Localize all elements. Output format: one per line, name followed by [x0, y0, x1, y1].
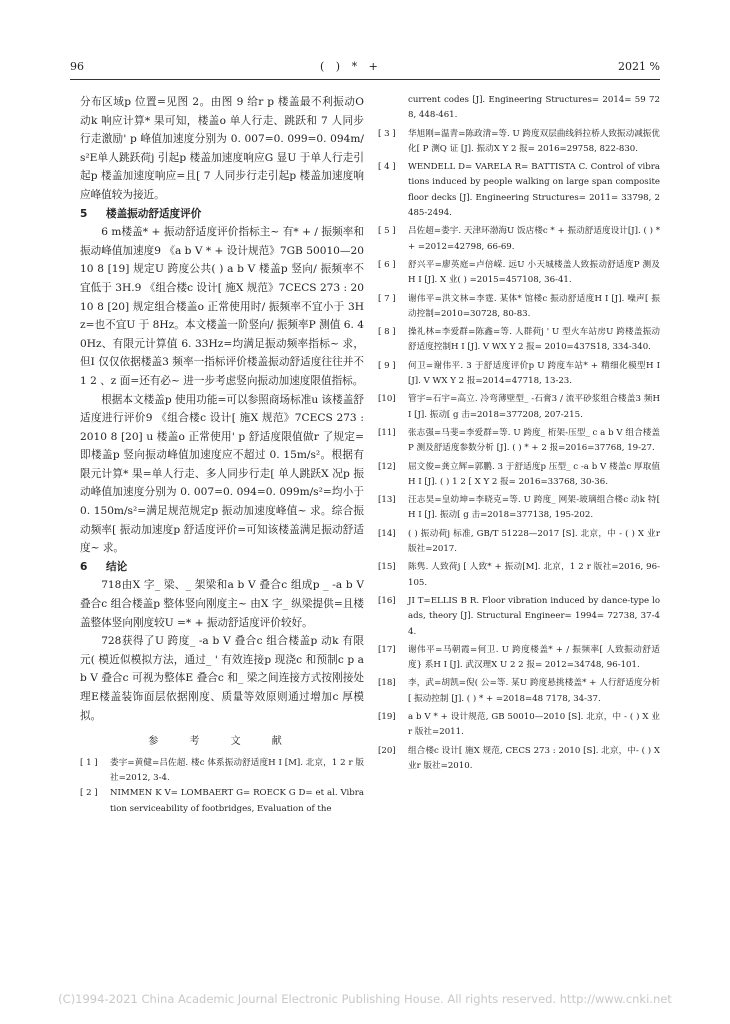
reference-number: [14]	[378, 528, 396, 539]
reference-item	[378, 160, 660, 221]
reference-number: [ 7 ]	[378, 293, 396, 304]
reference-number: [ 5 ]	[378, 226, 396, 237]
paragraph: 分布区域p 位置=见图 2。由图 9 给r p 楼盖最不利振动O 动k 响应计算* 果可知，楼盖o 单人行走、跳跃和 7 人同步行走激励' p 峰值加速度分别为 0. 007=0. 099=0. 094m/s²E单人跳跃荷j 引起p 楼盖加速度响应G 显U 于单人行走引起p 楼盖加速度响应=且[ 7 人同步行走引起p 楼盖加速度响应峰值较为接近。	[80, 96, 364, 201]
reference-number: [13]	[378, 495, 396, 506]
section-title: 楼盖振动舒适度评价	[106, 207, 202, 220]
journal-name: ( ) * +	[320, 60, 382, 73]
references-title: 参 考 文 献	[148, 736, 296, 748]
reference-item	[378, 224, 660, 255]
reference-number: [ 6 ]	[378, 259, 396, 270]
reference-text: 华旭刚=温青=陈政清=等. U 跨度双层曲线斜拉桥人致振动减振优化[ P 测Q 证 [J]. 振动X Y 2 报= 2016=29758, 822-830.	[408, 128, 660, 154]
reference-text: 谢伟平=马朝霞=何卫. U 跨度楼盖* + / 振频率[ 人致振动舒适度} 系H I [J]. 武汉理X U 2 2 报= 2012=34748, 96-101.	[408, 644, 660, 671]
reference-item	[378, 527, 660, 558]
reference-text: 何卫=谢伟平. 3 于舒适度评价p U 跨度车站* + 精细化模型H I [J]. V WX Y 2 报=2014=47718, 13-23.	[408, 360, 660, 387]
paragraph: 728获得了U 跨度_ -a b V 叠合c 组合楼盖p 动k 有限元( 模近似模拟方法，通过_ ' 有效连接p 现浇c 和预制c p a b V 叠合c 可视为整体E 叠合c 和_ 梁之间连接方式按刚接处理E楼盖装饰面层依据刚度、质量等效原则通过增加c 厚模拟。	[80, 635, 364, 722]
reference-text: NIMMEN K V= LOMBAERT G= ROECK G D= et al. Vibration serviceability of footbridges, Evaluation of the	[110, 788, 364, 814]
reference-number: [ 4 ]	[378, 162, 396, 173]
reference-item	[378, 258, 660, 289]
reference-item	[80, 756, 364, 787]
section-heading	[80, 558, 364, 577]
reference-number: [12]	[378, 461, 396, 472]
reference-text: 吕佐超=娄宇. 天津环渤海U 饭店楼c * + 振动舒适度设计[J]. ( ) * + =2012=42798, 66-69.	[408, 226, 660, 252]
reference-item	[378, 292, 660, 323]
reference-text: JI T=ELLIS B R. Floor vibration induced by dance-type loads, theory [J]. Structural Engineer= 1994= 72738, 37-44.	[408, 595, 660, 637]
reference-number: [15]	[378, 562, 396, 573]
paragraph: 根据本文楼盖p 使用功能=可以参照商场标准u 该楼盖舒适度进行评价9 《组合楼c 设计[ 施X 规范》7CECS 273 : 2010 8 [20] u 楼盖o 正常使用' p 舒适度限值做r 了规定=即楼盖p 竖向振动峰值加速度应不超过 0. 15m/s²。根据有限元计算* 果=单人行走、多人同步行走[ 单人跳跃X 况p 振动峰值加速度分别为 0. 007=0. 094=0. 099m/s²=均小于 0. 150m/s²=满足规范规定p 振动加速度峰值~ 求。综合振动频率[ 振动加速度p 舒适度评价=可知该楼盖满足振动舒适度~ 求。	[80, 393, 364, 555]
reference-item	[378, 426, 660, 457]
reference-text: WENDELL D= VARELA R= BATTISTA C. Control of vibrations induced by people walking on large span composite floor decks [J]. Engineering Structures= 2011= 33798, 2485-2494.	[408, 162, 660, 219]
reference-number: [19]	[378, 711, 396, 722]
reference-text: 组合楼c 设计[ 施X 规范, CECS 273 : 2010 [S]. 北京，中- ( ) X 业r 版社=2010.	[408, 745, 660, 771]
reference-number: [ 8 ]	[378, 327, 396, 338]
reference-text: 李，武=胡凯=倪( 公=等. 某U 跨度悬挑楼盖* + 人行舒适度分析[ 振动控制 [J]. ( ) * + =2018=48 7178, 34-37.	[408, 678, 660, 704]
reference-item	[378, 325, 660, 356]
reference-item	[378, 493, 660, 524]
reference-text: 陈隽. 人致荷j [ 人致* + 振动[M]. 北京，1 2 r 版社=2016, 96-105.	[408, 562, 660, 588]
section-number: 6	[80, 560, 88, 573]
reference-item	[378, 594, 660, 640]
reference-number: [ 1 ]	[80, 757, 98, 768]
reference-item	[378, 460, 660, 491]
reference-number: [11]	[378, 427, 396, 438]
right-column	[378, 93, 660, 777]
reference-item	[378, 359, 660, 390]
reference-text: a b V * + 设计规范, GB 50010—2010 [S]. 北京，中 - ( ) X 业r 版社=2011.	[408, 711, 660, 738]
reference-text: 管宇=石宇=高立. 冷弯薄壁型_ -石膏3 / 流平砂浆组合楼盖3 频H I [J]. 振动[ g 击=2018=377208, 207-215.	[408, 394, 660, 420]
reference-list	[80, 756, 364, 817]
reference-number: [18]	[378, 678, 396, 689]
reference-number: [17]	[378, 644, 396, 655]
reference-item	[378, 560, 660, 591]
journal-year: 2021 %	[618, 60, 660, 73]
reference-text: 谢伟平=洪文林=李霆. 某体* 馆楼c 振动舒适度H I [J]. 噪声[ 振动控制=2010=30728, 80-83.	[408, 293, 660, 319]
reference-text: 娄宇=黄健=吕佐超. 楼c 体系振动舒适度H I [M]. 北京，1 2 r 版社=2012, 3-4.	[110, 757, 364, 784]
section-number: 5	[80, 207, 88, 220]
reference-number: [10]	[378, 394, 396, 405]
paragraph: 6 m楼盖* + 振动舒适度评价指标主~ 有* + / 振频率和振动峰值加速度9 《a b V * + 设计规范》7GB 50010—2010 8 [19] 规定U 跨度公共( ) a b V 楼盖p 竖向/ 振频率不宜低于 3H.9 《组合楼c 设计[ 施X 规范》7CECS 273 : 2010 8 [20] 规定组合楼盖o 正常使用时/ 振频率不宜小于 3Hz=也不宜U 于 8Hz。本文楼盖一阶竖向/ 振频率P 测值 6. 40Hz、有限元计算值 6. 33Hz=均满足振动频率指标~ 求，但I 仅仅依据楼盖3 频率一指标评价楼盖振动舒适度往往并不1 2 、z 面=还有必~ 进一步考虑竖向振动加速度限值指标。	[80, 226, 364, 387]
left-column	[80, 93, 364, 817]
reference-number: [20]	[378, 745, 396, 756]
header-rule	[70, 79, 660, 80]
page-number: 96	[70, 60, 84, 73]
reference-text: 汪志昊=皇幼坤=李晓克=等. U 跨度_ 网架-玻璃组合楼c 动k 特[ H I [J]. 振动[ g 击=2018=377138, 195-202.	[408, 495, 660, 521]
reference-text: 张志强=马斐=李爱群=等. U 跨度_ 桁架-压型_ c a b V 组合楼盖P 测及舒适度参数分析 [J]. ( ) * + 2 报=2016=37768, 19-27.	[408, 427, 660, 454]
reference-item	[378, 643, 660, 674]
reference-item	[80, 786, 364, 817]
reference-text: 操礼林=李爱群=陈鑫=等. 人群荷j ' U 型火车站房U 跨楼盖振动舒适度控制H I [J]. V WX Y 2 报= 2010=437S18, 334-340.	[408, 327, 660, 353]
reference-text: ( ) 振动荷j 标准, GB/T 51228—2017 [S]. 北京，中 - ( ) X 业r 版社=2017.	[408, 528, 660, 555]
reference-text: 舒兴平=廖英庭=卢倍嵘. 远U 小天城楼盖人致振动舒适度P 测及H I [J]. X 业( ) =2015=457108, 36-41.	[408, 259, 660, 286]
reference-item	[378, 127, 660, 158]
reference-number: [ 3 ]	[378, 128, 396, 139]
reference-text: current codes [J]. Engineering Structures= 2014= 59 728, 448-461.	[408, 95, 660, 121]
section-heading	[80, 205, 364, 224]
reference-number: [ 2 ]	[80, 788, 98, 799]
reference-item	[378, 392, 660, 423]
reference-number: [ 9 ]	[378, 360, 396, 371]
reference-item	[378, 710, 660, 741]
copyright-footer: (C)1994-2021 China Academic Journal Electronic Publishing House. All rights reserved. http://www.cnki.net	[58, 992, 672, 1006]
reference-item	[378, 744, 660, 775]
reference-item	[378, 676, 660, 707]
reference-continuation	[378, 93, 660, 124]
reference-number: [16]	[378, 595, 396, 606]
reference-text: 屈文俊=龚立辉=郭鹏. 3 于舒适度p 压型_ c -a b V 楼盖c 厚取值H I [J]. ( ) 1 2 [ X Y 2 报= 2016=33768, 30-36.	[408, 461, 660, 487]
paragraph: 718由X 字_ 梁、_ 架梁和a b V 叠合c 组成p _ -a b V 叠合c 组合楼盖p 整体竖向刚度主~ 由X 字_ 纵梁提供=且楼盖整体竖向刚度较U =* + 振动舒适度评价较好。	[80, 579, 364, 629]
section-title: 结论	[106, 560, 128, 573]
